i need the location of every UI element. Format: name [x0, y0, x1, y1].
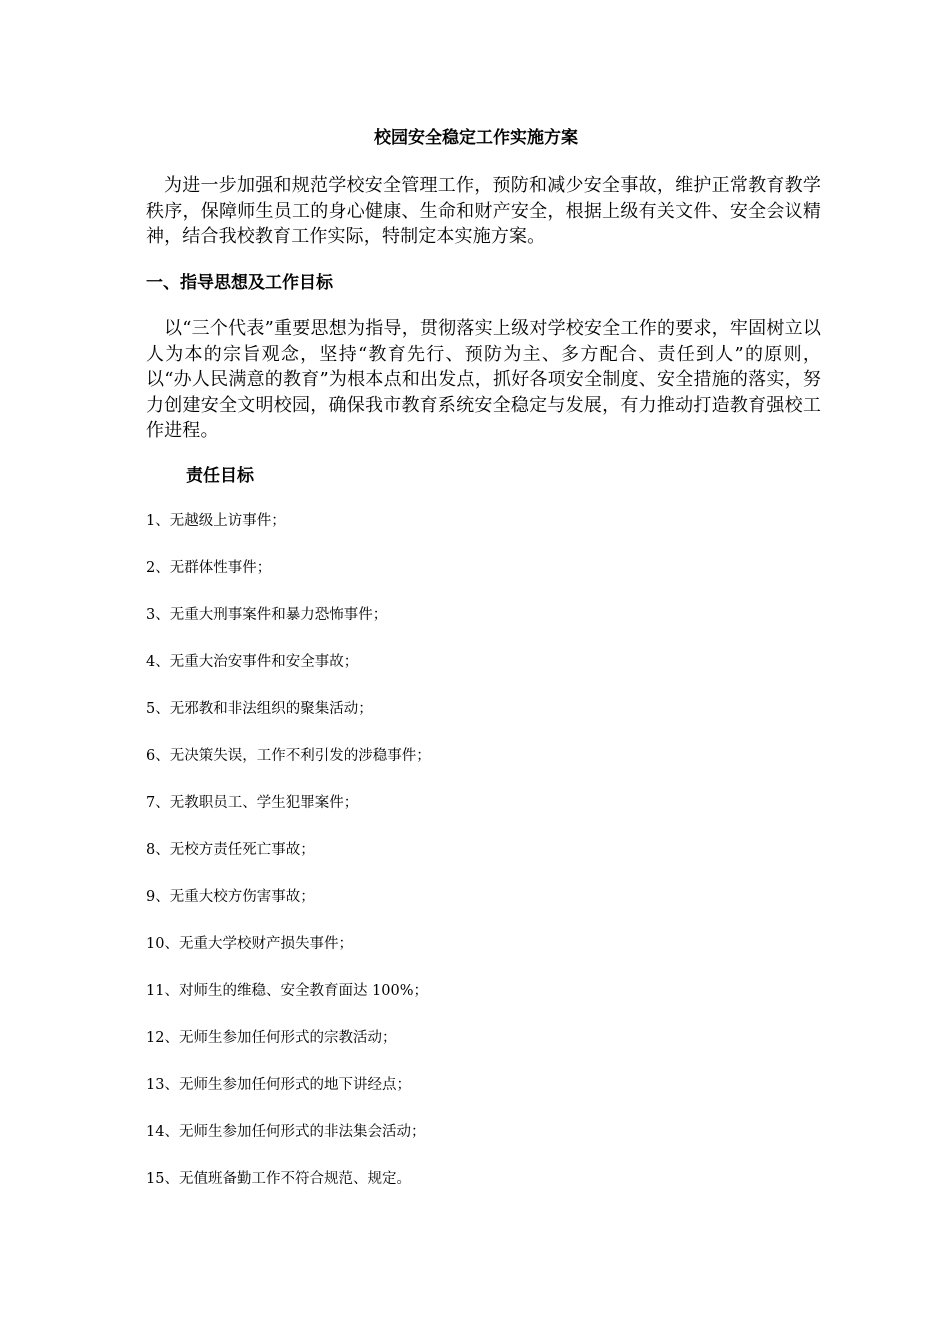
list-item: 4、无重大治安事件和安全事故； [146, 654, 359, 670]
list-item: 3、无重大刑事案件和暴力恐怖事件； [146, 607, 388, 623]
list-item: 13、无师生参加任何形式的地下讲经点； [146, 1077, 411, 1093]
list-item: 12、无师生参加任何形式的宗教活动； [146, 1030, 397, 1046]
list-item: 6、无决策失误，工作不利引发的涉稳事件； [146, 748, 431, 764]
list-item: 8、无校方责任死亡事故； [146, 842, 315, 858]
list-item: 15、无值班备勤工作不符合规范、规定。 [146, 1171, 411, 1187]
section-heading-guiding-ideology: 一、指导思想及工作目标 [146, 273, 333, 293]
document-title: 校园安全稳定工作实施方案 [374, 128, 578, 148]
list-item: 2、无群体性事件； [146, 560, 272, 576]
list-item: 10、无重大学校财产损失事件； [146, 936, 353, 952]
list-item: 5、无邪教和非法组织的聚集活动； [146, 701, 373, 717]
list-item: 11、对师生的维稳、安全教育面达 100%； [146, 983, 429, 999]
intro-paragraph: 为进一步加强和规范学校安全管理工作，预防和减少安全事故，维护正常教育教学秩序，保障师生员工的身心健康、生命和财产安全，根据上级有关文件、安全会议精神，结合我校教育工作实际，特制定本实施方案。 [146, 175, 821, 247]
list-item: 7、无教职员工、学生犯罪案件； [146, 795, 359, 811]
list-item: 9、无重大校方伤害事故； [146, 889, 315, 905]
list-item: 1、无越级上访事件； [146, 513, 286, 529]
section-heading-responsibility-targets: 责任目标 [186, 466, 254, 486]
list-item: 14、无师生参加任何形式的非法集会活动； [146, 1124, 426, 1140]
responsibility-targets-list [146, 510, 431, 1215]
guiding-ideology-paragraph: 以“三个代表”重要思想为指导，贯彻落实上级对学校安全工作的要求，牢固树立以人为本的宗旨观念，坚持“教育先行、预防为主、多方配合、责任到人”的原则，以“办人民满意的教育”为根本点和出发点，抓好各项安全制度、安全措施的落实，努力创建安全文明校园，确保我市教育系统安全稳定与发展，有力推动打造教育强校工作进程。 [146, 318, 821, 441]
